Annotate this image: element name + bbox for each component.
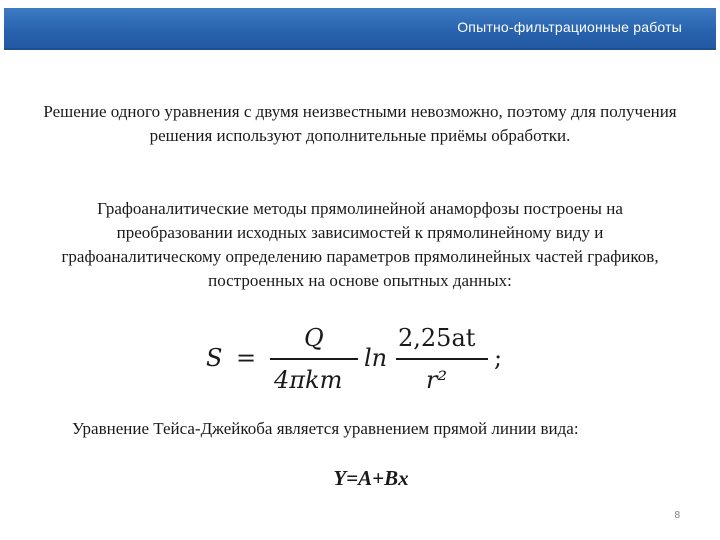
header-bar — [4, 8, 716, 50]
linear-equation: Y=A+Bx — [333, 466, 409, 490]
fraction2-denominator: r² — [426, 366, 448, 394]
formula-semicolon: ; — [494, 344, 503, 372]
paragraph-theis-jacob: Уравнение Тейса-Джейкоба является уравнением прямой линии вида: — [72, 419, 579, 438]
fraction1-numerator: Q — [304, 324, 324, 352]
formula-ln: ln — [364, 344, 388, 372]
slide-title: Опытно-фильтрационные работы — [457, 19, 682, 35]
fraction1-denominator: 4πkm — [274, 366, 343, 394]
formula-equals: = — [236, 344, 257, 372]
paragraph-intro: Решение одного уравнения с двумя неизвестными невозможно, поэтому для получения решения используют дополнительные приёмы обработки. — [43, 102, 677, 145]
formula-lhs: S — [206, 344, 223, 372]
theis-jacob-formula — [206, 322, 526, 402]
fraction2-bar — [396, 358, 488, 360]
fraction1-bar — [270, 358, 358, 360]
fraction2-numerator: 2,25at — [398, 324, 476, 352]
page-number: 8 — [674, 510, 680, 521]
paragraph-methods: Графоаналитические методы прямолинейной анаморфозы построены на преобразовании исходных зависимостей к прямолинейному виду и графоаналитическому определению параметров прямолинейных частей графиков, построенных на основе опытных данных: — [61, 199, 659, 290]
